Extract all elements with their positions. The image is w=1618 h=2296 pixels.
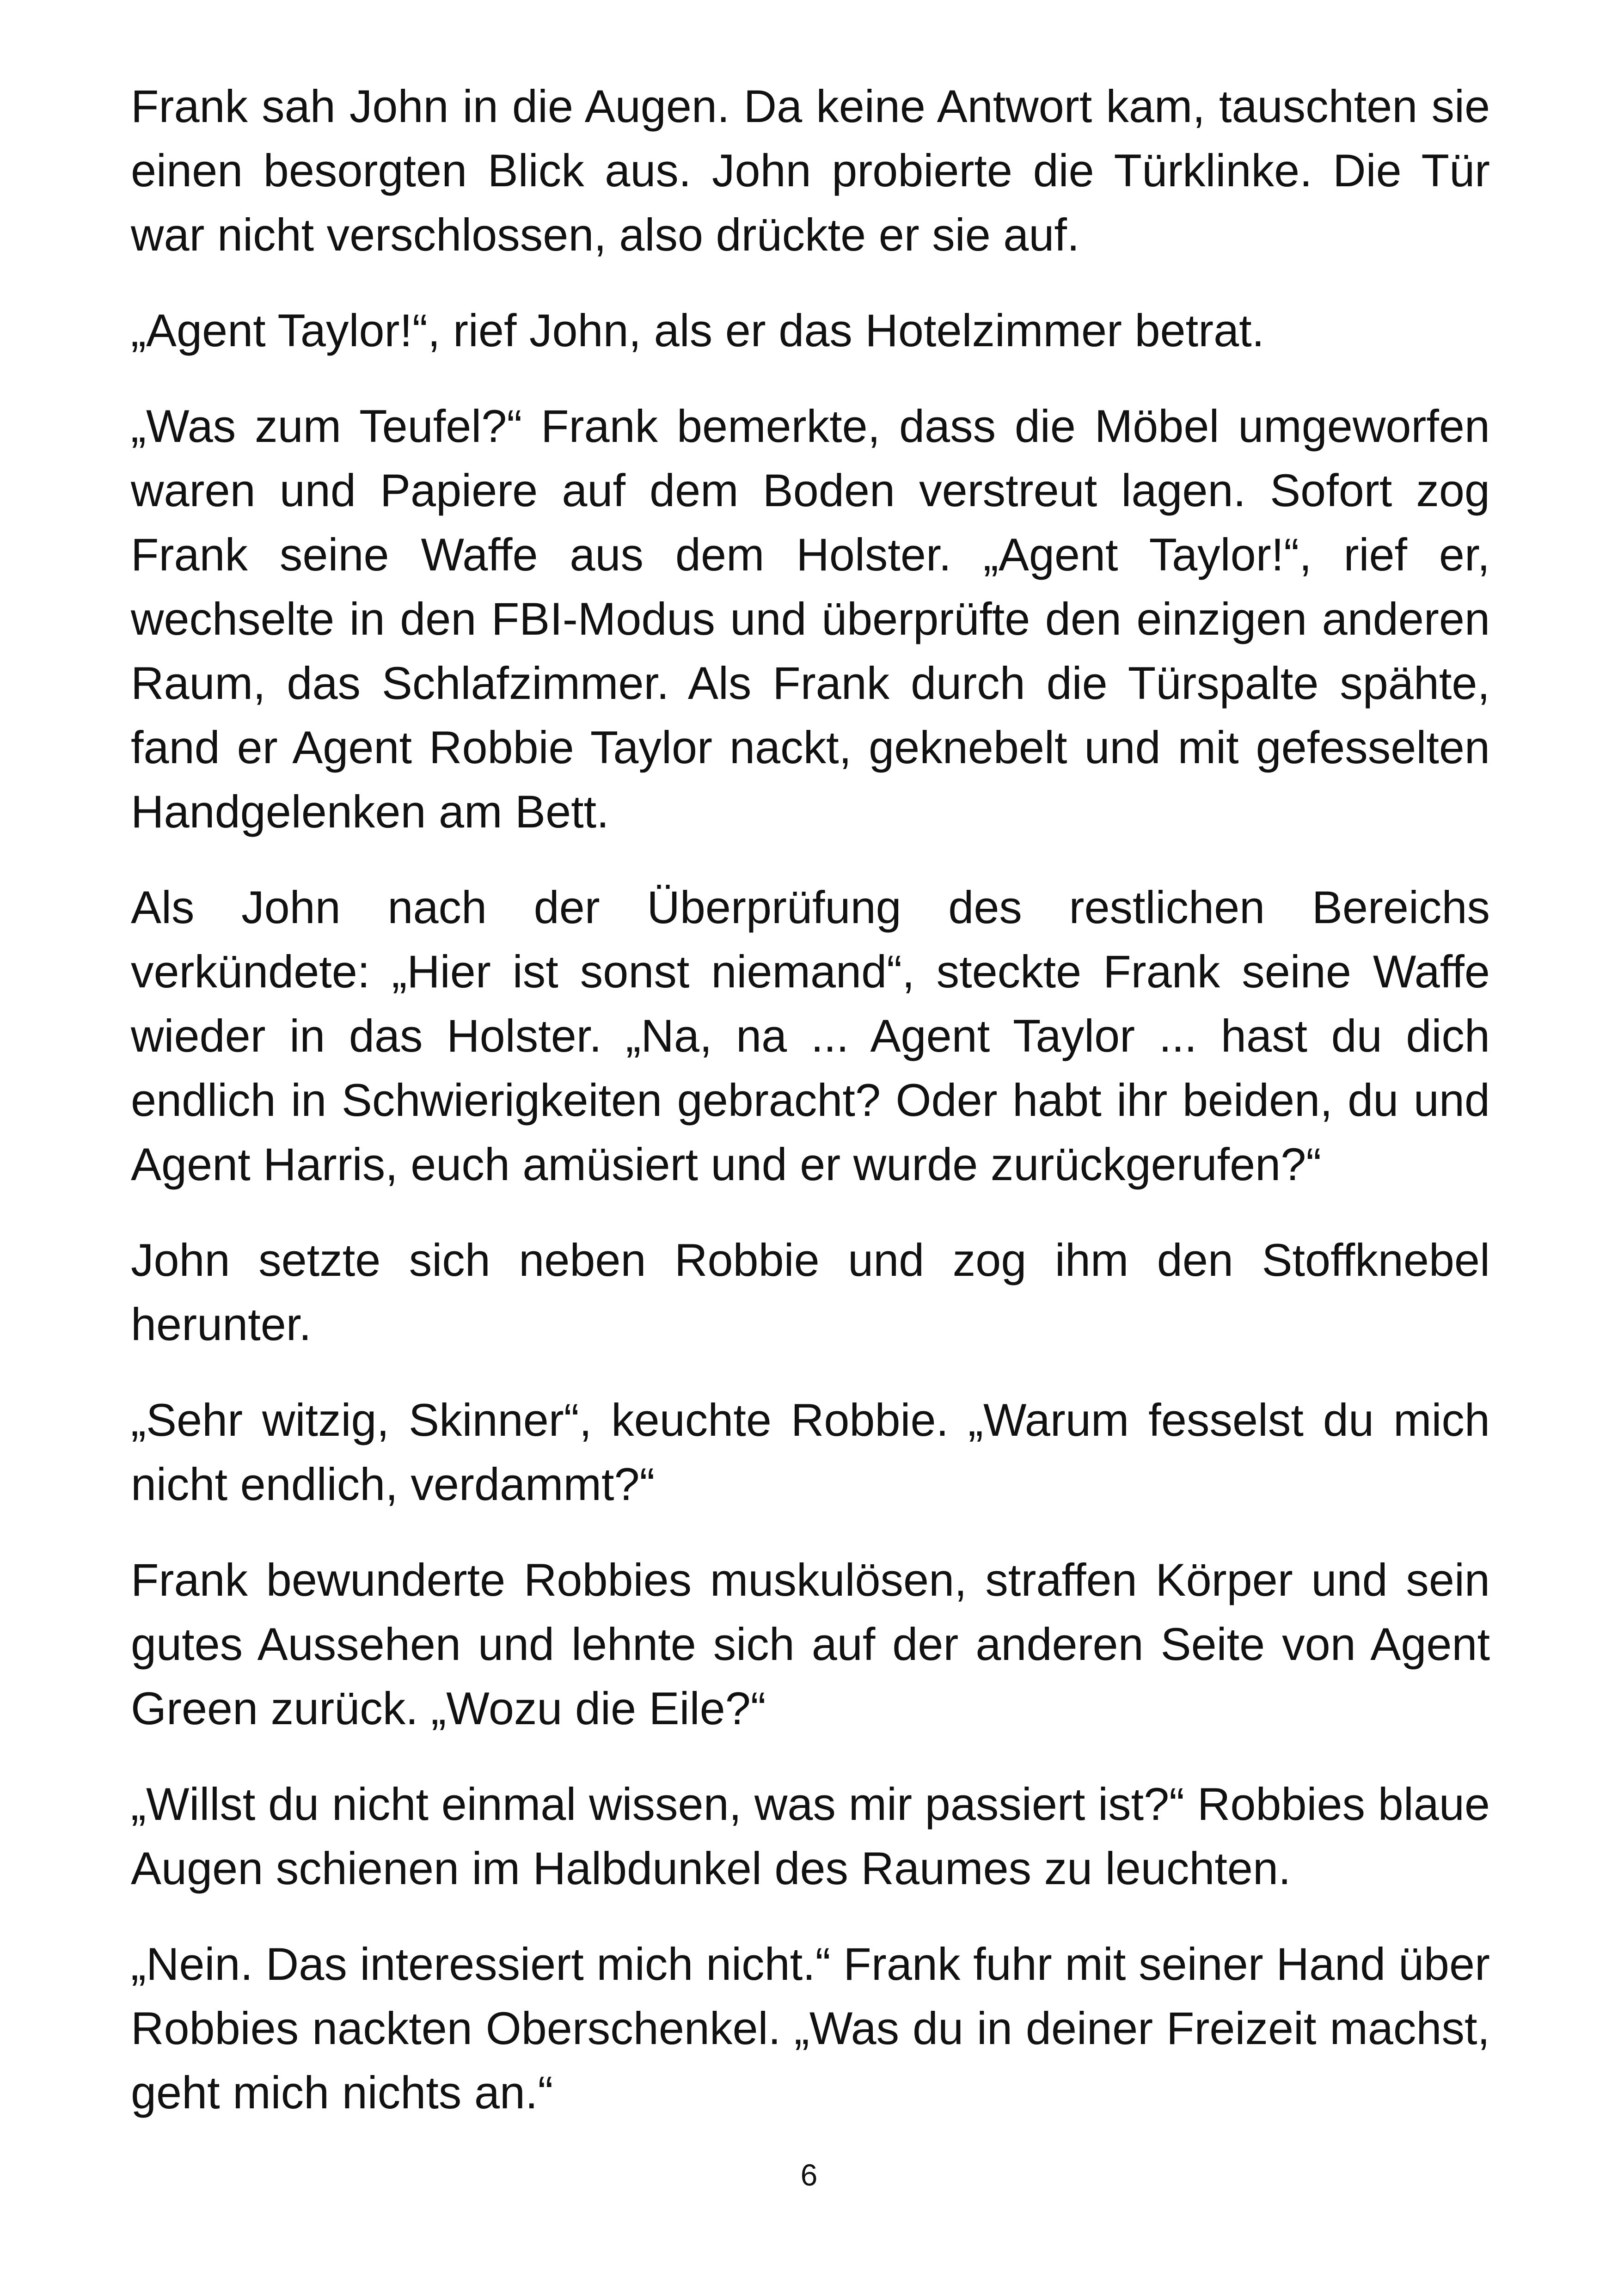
paragraph: John setzte sich neben Robbie und zog ihm den Stoffknebel herunter. <box>131 1234 1490 1350</box>
paragraph: „Willst du nicht einmal wissen, was mir passiert ist?“ Robbies blaue Augen schienen im Halbdunkel des Raumes zu leuchten. <box>131 1778 1490 1894</box>
paragraph: „Sehr witzig, Skinner“, keuchte Robbie. „Warum fesselst du mich nicht endlich, verdammt?“ <box>131 1394 1490 1510</box>
paragraph: „Agent Taylor!“, rief John, als er das Hotelzimmer betrat. <box>131 305 1265 356</box>
page-number: 6 <box>800 2158 818 2192</box>
body-text <box>131 74 1490 2156</box>
paragraph: „Nein. Das interessiert mich nicht.“ Frank fuhr mit seiner Hand über Robbies nackten Oberschenkel. „Was du in deiner Freizeit machst, geht mich nichts an.“ <box>131 1938 1490 2118</box>
paragraph: Frank bewunderte Robbies muskulösen, straffen Körper und sein gutes Aussehen und lehnte sich auf der anderen Seite von Agent Green zurück. „Wozu die Eile?“ <box>131 1554 1490 1734</box>
paragraph: Frank sah John in die Augen. Da keine Antwort kam, tauschten sie einen besorgten Blick aus. John probierte die Türklinke. Die Tür war nicht verschlossen, also drückte er sie auf. <box>131 80 1490 260</box>
paragraph: Als John nach der Überprüfung des restlichen Bereichs verkündete: „Hier ist sonst niemand“, steckte Frank seine Waffe wieder in das Holster. „Na, na ... Agent Taylor ... hast du dich endlich in Schwierigkeiten gebracht? Oder habt ihr beiden, du und Agent Harris, euch amüsiert und er wurde zurückgerufen?“ <box>131 882 1490 1190</box>
paragraph: „Was zum Teufel?“ Frank bemerkte, dass die Möbel umgeworfen waren und Papiere auf dem Boden verstreut lagen. Sofort zog Frank seine Waffe aus dem Holster. „Agent Taylor!“, rief er, wechselte in den FBI-Modus und überprüfte den einzigen anderen Raum, das Schlafzimmer. Als Frank durch die Türspalte spähte, fand er Agent Robbie Taylor nackt, geknebelt und mit gefesselten Handgelenken am Bett. <box>131 400 1490 837</box>
